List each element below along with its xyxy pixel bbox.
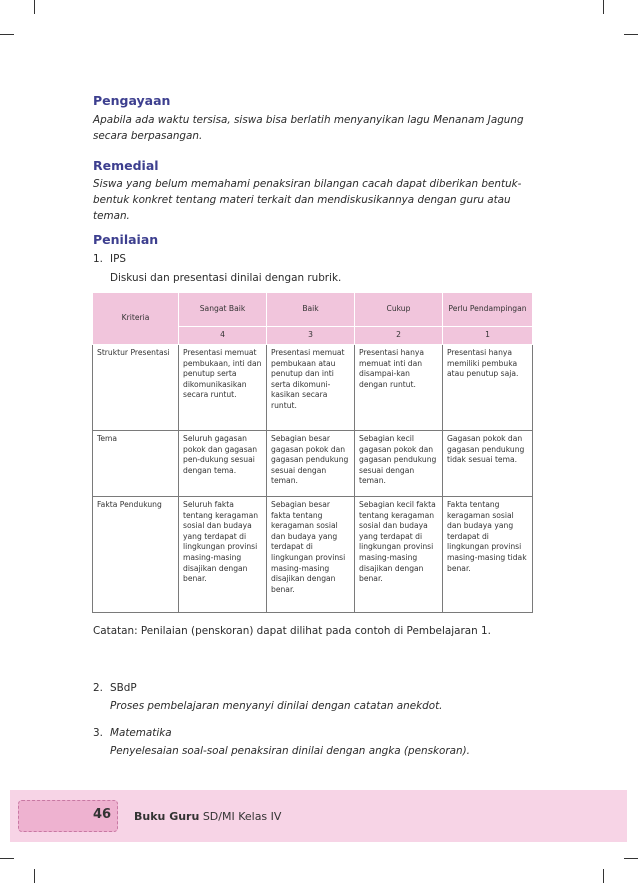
footer-book-subtitle: SD/MI Kelas IV <box>202 810 282 823</box>
criterion-cell: Fakta Pendukung <box>93 497 179 613</box>
rubric-cell: Presentasi hanya memiliki pembuka atau penutup saja. <box>443 345 533 431</box>
crop-mark-top-right-v <box>603 0 604 14</box>
criteria-header: Kriteria <box>93 293 179 345</box>
rubric-cell: Seluruh fakta tentang keragaman sosial dan budaya yang terdapat di lingkungan provinsi masing-masing disajikan dengan benar. <box>179 497 267 613</box>
rubric-table <box>92 292 533 613</box>
rubric-cell: Sebagian kecil gagasan pokok dan gagasan pendukung sesuai dengan teman. <box>355 431 443 497</box>
item-2-text: Proses pembelajaran menyanyi dinilai dengan catatan anekdot. <box>110 700 443 712</box>
rubric-cell: Presentasi memuat pembukaan atau penutup dan inti serta dikomuni-kasikan secara runtut. <box>267 345 355 431</box>
rubric-cell: Seluruh gagasan pokok dan gagasan pen-dukung sesuai dengan tema. <box>179 431 267 497</box>
score-header-4: 4 <box>179 327 267 345</box>
item-1-label: IPS <box>110 253 126 265</box>
criterion-cell: Struktur Presentasi <box>93 345 179 431</box>
level-header-3: Baik <box>267 293 355 327</box>
criterion-cell: Tema <box>93 431 179 497</box>
crop-mark-bottom-right-h <box>624 858 638 859</box>
level-header-1: Perlu Pendampingan <box>443 293 533 327</box>
crop-mark-top-left-h <box>0 34 14 35</box>
crop-mark-bottom-left-h <box>0 858 14 859</box>
rubric-cell: Presentasi hanya memuat inti dan disampai-kan dengan runtut. <box>355 345 443 431</box>
item-2-label: SBdP <box>110 682 137 694</box>
level-header-4: Sangat Baik <box>179 293 267 327</box>
score-header-1: 1 <box>443 327 533 345</box>
rubric-cell: Gagasan pokok dan gagasan pendukung tidak sesuai tema. <box>443 431 533 497</box>
item-1-number: 1. <box>93 253 103 265</box>
crop-mark-bottom-left-v <box>34 869 35 883</box>
remedial-text: Siswa yang belum memahami penaksiran bilangan cacah dapat diberikan bentuk-bentuk konkret tentang materi terkait dan mendiskusikannya dengan guru atau teman. <box>93 178 522 222</box>
crop-mark-bottom-right-v <box>603 869 604 883</box>
item-2-number: 2. <box>93 682 103 694</box>
item-3-text: Penyelesaian soal-soal penaksiran dinilai dengan angka (penskoran). <box>110 745 470 757</box>
rubric-cell: Sebagian besar fakta tentang keragaman sosial dan budaya yang terdapat di lingkungan provinsi masing-masing disajikan dengan benar. <box>267 497 355 613</box>
crop-mark-top-right-h <box>624 34 638 35</box>
assessment-heading: Penilaian <box>93 232 159 247</box>
score-header-3: 3 <box>267 327 355 345</box>
item-3-number: 3. <box>93 727 103 739</box>
rubric-cell: Presentasi memuat pembukaan, inti dan penutup serta dikomunikasikan secara runtut. <box>179 345 267 431</box>
crop-mark-top-left-v <box>34 0 35 14</box>
level-header-2: Cukup <box>355 293 443 327</box>
assessment-note: Catatan: Penilaian (penskoran) dapat dilihat pada contoh di Pembelajaran 1. <box>93 625 491 637</box>
enrichment-heading: Pengayaan <box>93 93 171 108</box>
item-1-text: Diskusi dan presentasi dinilai dengan rubrik. <box>110 272 342 284</box>
score-header-2: 2 <box>355 327 443 345</box>
rubric-cell: Sebagian besar gagasan pokok dan gagasan pendukung sesuai dengan teman. <box>267 431 355 497</box>
remedial-heading: Remedial <box>93 158 159 173</box>
footer-book-title <box>134 810 281 823</box>
item-3-label: Matematika <box>110 727 172 739</box>
page-number: 46 <box>93 807 112 822</box>
table-row <box>93 497 533 613</box>
table-row <box>93 345 533 431</box>
footer-book-name: Buku Guru <box>134 810 200 823</box>
table-row <box>93 431 533 497</box>
rubric-cell: Fakta tentang keragaman sosial dan budaya yang terdapat di lingkungan provinsi masing-masing tidak benar. <box>443 497 533 613</box>
enrichment-text: Apabila ada waktu tersisa, siswa bisa berlatih menyanyikan lagu Menanam Jagung secara berpasangan. <box>93 114 524 142</box>
rubric-cell: Sebagian kecil fakta tentang keragaman sosial dan budaya yang terdapat di lingkungan provinsi masing-masing disajikan dengan benar. <box>355 497 443 613</box>
